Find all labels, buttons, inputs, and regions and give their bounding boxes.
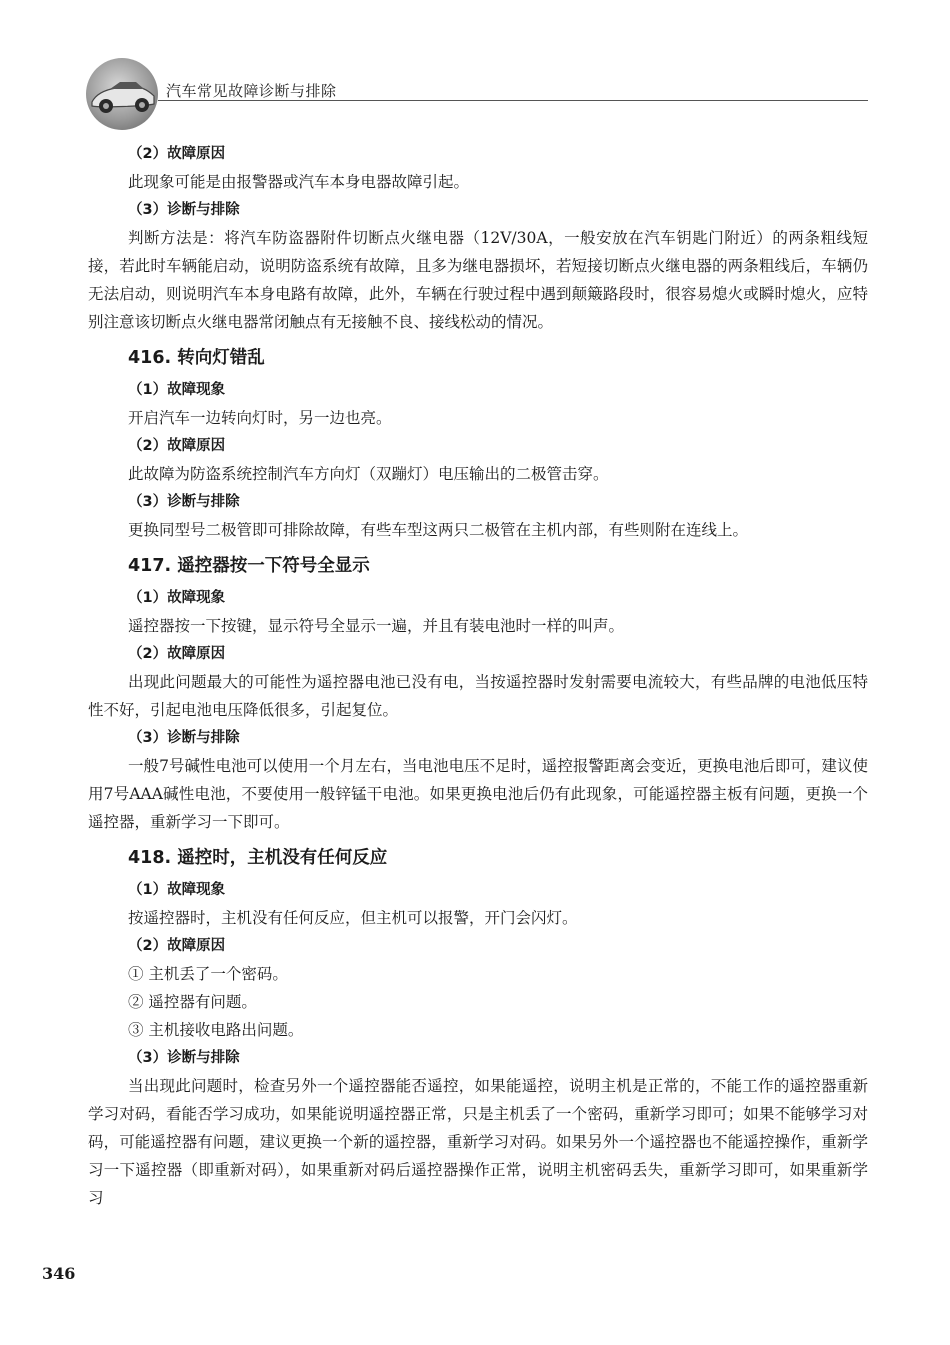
paragraph: 一般7号碱性电池可以使用一个月左右，当电池电压不足时，遥控报警距离会变近，更换电池后即可，建议使用7号AAA碱性电池，不要使用一般锌锰干电池。如果更换电池后仍有此现象，可能遥控器主板有问题，更换一个遥控器，重新学习一下即可。 <box>88 757 868 831</box>
paragraph: 遥控器按一下按键，显示符号全显示一遍，并且有装电池时一样的叫声。 <box>128 617 625 635</box>
paragraph: 出现此问题最大的可能性为遥控器电池已没有电，当按遥控器时发射需要电流较大，有些品牌的电池低压特性不好，引起电池电压降低很多，引起复位。 <box>88 673 868 719</box>
subsection-heading: （2）故障原因 <box>128 438 226 454</box>
paragraph: 按遥控器时，主机没有任何反应，但主机可以报警，开门会闪灯。 <box>128 909 578 927</box>
subsection-heading: （1）故障现象 <box>128 590 226 606</box>
subsection-heading: （3）诊断与排除 <box>128 1050 240 1066</box>
paragraph: 此故障为防盗系统控制汽车方向灯（双蹦灯）电压输出的二极管击穿。 <box>128 465 609 483</box>
page-body <box>88 140 868 1212</box>
subsection-heading: （1）故障现象 <box>128 382 226 398</box>
page-number: 346 <box>42 1264 76 1283</box>
subsection-heading: （1）故障现象 <box>128 882 226 898</box>
subsection-heading: （3）诊断与排除 <box>128 494 240 510</box>
paragraph: 此现象可能是由报警器或汽车本身电器故障引起。 <box>128 173 470 191</box>
subsection-heading: （2）故障原因 <box>128 146 226 162</box>
paragraph: 开启汽车一边转向灯时，另一边也亮。 <box>128 409 392 427</box>
header-divider <box>158 100 868 101</box>
section-heading: 418. 遥控时，主机没有任何反应 <box>128 848 388 868</box>
section-heading: 417. 遥控器按一下符号全显示 <box>128 556 370 576</box>
paragraph: 判断方法是：将汽车防盗器附件切断点火继电器（12V/30A，一般安放在汽车钥匙门附近）的两条粗线短接，若此时车辆能启动，说明防盗系统有故障，且多为继电器损坏，若短接切断点火继电器的两条粗线后，车辆仍无法启动，则说明汽车本身电路有故障，此外，车辆在行驶过程中遇到颠簸路段时，很容易熄火或瞬时熄火，应特别注意该切断点火继电器常闭触点有无接触不良、接线松动的情况。 <box>88 229 868 331</box>
subsection-heading: （3）诊断与排除 <box>128 730 240 746</box>
paragraph: 当出现此问题时，检查另外一个遥控器能否遥控，如果能遥控，说明主机是正常的，不能工作的遥控器重新学习对码，看能否学习成功，如果能说明遥控器正常，只是主机丢了一个密码，重新学习即可；如果不能够学习对码，可能遥控器有问题，建议更换一个新的遥控器，重新学习对码。如果另外一个遥控器也不能遥控操作，重新学习一下遥控器（即重新对码），如果重新对码后遥控器操作正常，说明主机密码丢失，重新学习即可，如果重新学习 <box>88 1077 868 1207</box>
subsection-heading: （2）故障原因 <box>128 646 226 662</box>
list-item: ③ 主机接收电路出问题。 <box>128 1021 304 1039</box>
list-item: ② 遥控器有问题。 <box>128 993 257 1011</box>
list-item: ① 主机丢了一个密码。 <box>128 965 288 983</box>
paragraph: 更换同型号二极管即可排除故障，有些车型这两只二极管在主机内部，有些则附在连线上。 <box>128 521 749 539</box>
running-header-title: 汽车常见故障诊断与排除 <box>166 82 337 100</box>
subsection-heading: （2）故障原因 <box>128 938 226 954</box>
car-logo-icon <box>86 58 158 130</box>
page-header <box>86 58 868 130</box>
subsection-heading: （3）诊断与排除 <box>128 202 240 218</box>
section-heading: 416. 转向灯错乱 <box>128 348 265 368</box>
